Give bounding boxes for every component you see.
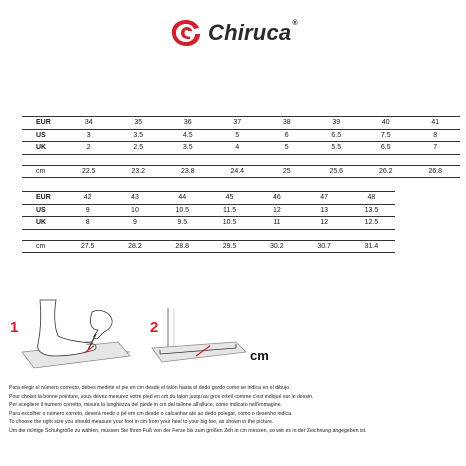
- instruction-pt: Para escolher o número correto, deverá medir o pé em cm desde o calcanhar até ao dedo polegar, como o desenho indica.: [9, 410, 293, 417]
- uk-cell: 5.5: [312, 142, 362, 155]
- cm-cell: 27.5: [64, 240, 111, 253]
- cm-cell: 31.4: [348, 240, 395, 253]
- wall-icon: [168, 308, 174, 350]
- row-label-cm: cm: [22, 240, 64, 253]
- us-cell: 10: [111, 204, 158, 217]
- us-cell: 11.5: [206, 204, 253, 217]
- brand-name: Chiruca®: [208, 20, 298, 45]
- uk-cell: 5: [262, 142, 312, 155]
- eur-cell: 39: [312, 117, 362, 130]
- instruction-en: To choose the right size you should measure your foot in cm from your heel to your big toe, as shown in the picture.: [9, 419, 274, 426]
- uk-cell: 11: [253, 217, 300, 230]
- eur-cell: 38: [262, 117, 312, 130]
- step-2-number: 2: [150, 319, 159, 336]
- eur-cell: 43: [111, 192, 158, 205]
- cm-cell: 28.8: [159, 240, 206, 253]
- row-uk: [22, 217, 395, 230]
- instruction-de: Um die richtige Schuhgröße zu wählen, müssen Sie Ihren Fuß von der Ferse bis zum großen Zeh in cm messen, so wie es in der Zeichnung angegeben ist.: [9, 427, 367, 434]
- cm-cell: 23.2: [114, 165, 164, 178]
- cm-cell: 28.2: [111, 240, 158, 253]
- size-table-large: [22, 191, 395, 253]
- row-label-eur: EUR: [22, 192, 64, 205]
- size-instructions: [9, 384, 461, 436]
- us-cell: 7.5: [361, 129, 411, 142]
- eur-cell: 37: [213, 117, 263, 130]
- us-cell: 8: [411, 129, 461, 142]
- us-cell: 12: [253, 204, 300, 217]
- row-label-cm: cm: [22, 165, 64, 178]
- eur-cell: 47: [300, 192, 347, 205]
- us-cell: 13.5: [348, 204, 395, 217]
- row-cm: [22, 240, 395, 253]
- cm-cell: 29.5: [206, 240, 253, 253]
- row-us: [22, 129, 460, 142]
- uk-cell: 6.5: [361, 142, 411, 155]
- instruction-fr: Pour choisir la bonne pointure, vous devez mesurez votre pied en cm du talon jusqu'au gros orteil comme c'est indiqué sur le dessin.: [9, 393, 314, 400]
- eur-cell: 36: [163, 117, 213, 130]
- uk-cell: 2.5: [114, 142, 164, 155]
- us-cell: 6: [262, 129, 312, 142]
- row-label-uk: UK: [22, 217, 64, 230]
- uk-cell: 9: [111, 217, 158, 230]
- us-cell: 9: [64, 204, 111, 217]
- cm-cell: 30.7: [300, 240, 347, 253]
- row-eur: [22, 192, 395, 205]
- cm-cell: 22.5: [64, 165, 114, 178]
- eur-cell: 35: [114, 117, 164, 130]
- cm-cell: 26.8: [411, 165, 461, 178]
- uk-cell: 12.5: [348, 217, 395, 230]
- row-label-us: US: [22, 204, 64, 217]
- uk-cell: 8: [64, 217, 111, 230]
- foot-measure-illustration: [0, 290, 466, 382]
- row-cm: [22, 165, 460, 178]
- row-label-eur: EUR: [22, 117, 64, 130]
- instruction-es: Para elegir el número correcto, debes medirte el pie en cm desde el talón hasta el dedo gordo como se indica en el dibujo.: [9, 385, 291, 391]
- us-cell: 4.5: [163, 129, 213, 142]
- uk-cell: 10.5: [206, 217, 253, 230]
- row-eur: [22, 117, 460, 130]
- eur-cell: 48: [348, 192, 395, 205]
- uk-cell: 9.5: [159, 217, 206, 230]
- row-label-us: US: [22, 129, 64, 142]
- eur-cell: 40: [361, 117, 411, 130]
- uk-cell: 2: [64, 142, 114, 155]
- paper-sheet-icon: [152, 342, 246, 362]
- cm-cell: 30.2: [253, 240, 300, 253]
- brand-logo: [170, 18, 298, 48]
- eur-cell: 34: [64, 117, 114, 130]
- us-cell: 13: [300, 204, 347, 217]
- size-table-small: [22, 116, 460, 178]
- us-cell: 5: [213, 129, 263, 142]
- eur-cell: 41: [411, 117, 461, 130]
- chiruca-swirl-icon: [170, 18, 202, 48]
- cm-cell: 24.4: [213, 165, 263, 178]
- eur-cell: 42: [64, 192, 111, 205]
- uk-cell: 12: [300, 217, 347, 230]
- uk-cell: 3.5: [163, 142, 213, 155]
- us-cell: 3.5: [114, 129, 164, 142]
- eur-cell: 46: [253, 192, 300, 205]
- uk-cell: 7: [411, 142, 461, 155]
- uk-cell: 4: [213, 142, 263, 155]
- eur-cell: 45: [206, 192, 253, 205]
- cm-cell: 25: [262, 165, 312, 178]
- row-uk: [22, 142, 460, 155]
- step-1-number: 1: [10, 319, 19, 336]
- us-cell: 6.5: [312, 129, 362, 142]
- instruction-it: Per scegliere il numero corretto, misura la lunghezza del piede in cm dal tallone all'alluce, come indicato nell'immagine.: [9, 402, 283, 409]
- cm-cell: 23.8: [163, 165, 213, 178]
- foot-icon: [38, 300, 96, 356]
- cm-cell: 25.6: [312, 165, 362, 178]
- cm-cell: 26.2: [361, 165, 411, 178]
- row-label-uk: UK: [22, 142, 64, 155]
- row-us: [22, 204, 395, 217]
- eur-cell: 44: [159, 192, 206, 205]
- us-cell: 3: [64, 129, 114, 142]
- unit-cm-label: cm: [250, 348, 269, 363]
- us-cell: 10.5: [159, 204, 206, 217]
